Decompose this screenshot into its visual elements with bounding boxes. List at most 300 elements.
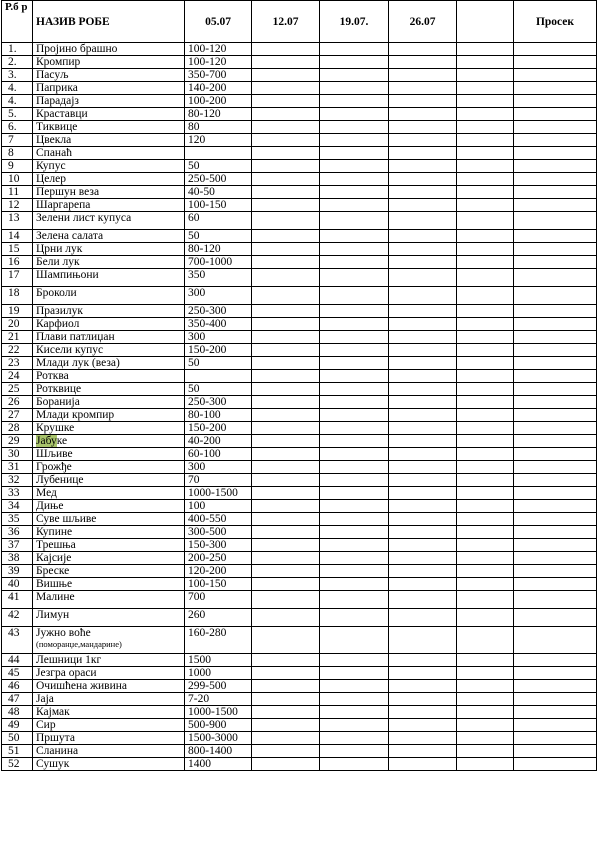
table-row (2, 693, 597, 706)
price-date-1: 1000-1500 (185, 706, 252, 719)
product-name (33, 230, 185, 243)
product-name (33, 383, 185, 396)
price-date-5 (457, 448, 514, 461)
price-date-2 (252, 461, 320, 474)
price-date-5 (457, 539, 514, 552)
price-date-5 (457, 513, 514, 526)
price-date-1: 70 (185, 474, 252, 487)
product-name-text: Боранија (36, 396, 80, 408)
product-name (33, 500, 185, 513)
row-number: 39 (2, 565, 33, 578)
price-date-1: 300-500 (185, 526, 252, 539)
product-name-text: Лимун (36, 609, 70, 621)
average-price (514, 344, 597, 357)
price-date-1: 800-1400 (185, 745, 252, 758)
table-row (2, 147, 597, 160)
header-date-4: 26.07 (389, 1, 457, 43)
product-name-text: Ротква (36, 370, 69, 382)
table-row (2, 461, 597, 474)
price-date-1: 300 (185, 331, 252, 344)
price-date-3 (320, 318, 389, 331)
product-name (33, 591, 185, 609)
product-name-text: Малине (36, 591, 75, 603)
price-date-3 (320, 230, 389, 243)
price-date-4 (389, 269, 457, 287)
price-date-1: 500-900 (185, 719, 252, 732)
price-date-4 (389, 396, 457, 409)
price-date-5 (457, 627, 514, 654)
average-price (514, 500, 597, 513)
product-name (33, 474, 185, 487)
product-name-text: Кајсије (36, 552, 72, 564)
price-date-1: 160-280 (185, 627, 252, 654)
price-date-1: 100-150 (185, 578, 252, 591)
price-date-4 (389, 383, 457, 396)
table-row (2, 706, 597, 719)
price-date-5 (457, 243, 514, 256)
table-row (2, 474, 597, 487)
average-price (514, 732, 597, 745)
price-date-3 (320, 186, 389, 199)
price-date-4 (389, 539, 457, 552)
average-price (514, 269, 597, 287)
product-name (33, 409, 185, 422)
average-price (514, 256, 597, 269)
price-date-5 (457, 344, 514, 357)
table-row (2, 758, 597, 771)
price-date-4 (389, 693, 457, 706)
price-date-2 (252, 539, 320, 552)
product-name (33, 199, 185, 212)
row-number: 31 (2, 461, 33, 474)
product-name (33, 318, 185, 331)
product-name-text (36, 435, 67, 447)
price-date-4 (389, 526, 457, 539)
table-row (2, 173, 597, 186)
price-date-5 (457, 43, 514, 56)
price-date-1: 299-500 (185, 680, 252, 693)
product-name-text: Сланина (36, 745, 79, 757)
product-name-text: Броколи (36, 287, 77, 299)
price-date-3 (320, 243, 389, 256)
price-date-2 (252, 565, 320, 578)
price-date-2 (252, 706, 320, 719)
price-date-2 (252, 448, 320, 461)
price-date-3 (320, 82, 389, 95)
average-price (514, 758, 597, 771)
price-date-3 (320, 487, 389, 500)
price-date-2 (252, 667, 320, 680)
average-price (514, 160, 597, 173)
table-row (2, 287, 597, 305)
product-name-rest: ке (56, 435, 68, 447)
row-number: 17 (2, 269, 33, 287)
header-product-name: НАЗИВ РОБЕ (33, 1, 185, 43)
row-number: 50 (2, 732, 33, 745)
product-name-text: Купус (36, 160, 66, 172)
average-price (514, 56, 597, 69)
average-price (514, 318, 597, 331)
row-number: 28 (2, 422, 33, 435)
table-row (2, 680, 597, 693)
table-row (2, 500, 597, 513)
price-date-2 (252, 719, 320, 732)
product-name (33, 396, 185, 409)
product-name-text: Језгра ораси (36, 667, 97, 679)
average-price (514, 448, 597, 461)
average-price (514, 435, 597, 448)
product-name-text: Цвекла (36, 134, 72, 146)
table-row (2, 667, 597, 680)
average-price (514, 305, 597, 318)
product-name (33, 121, 185, 134)
price-date-3 (320, 654, 389, 667)
price-date-4 (389, 745, 457, 758)
average-price (514, 474, 597, 487)
price-date-4 (389, 487, 457, 500)
table-row (2, 344, 597, 357)
price-date-5 (457, 461, 514, 474)
price-date-2 (252, 654, 320, 667)
row-number: 4. (2, 95, 33, 108)
price-date-3 (320, 422, 389, 435)
price-date-3 (320, 305, 389, 318)
table-row (2, 199, 597, 212)
product-name (33, 745, 185, 758)
price-date-1: 40-200 (185, 435, 252, 448)
price-date-4 (389, 199, 457, 212)
average-price (514, 108, 597, 121)
price-date-3 (320, 147, 389, 160)
price-date-5 (457, 357, 514, 370)
product-name (33, 287, 185, 305)
row-number: 37 (2, 539, 33, 552)
average-price (514, 487, 597, 500)
product-name-text: Млади кромпир (36, 409, 115, 421)
price-date-2 (252, 243, 320, 256)
row-number: 7 (2, 134, 33, 147)
price-date-2 (252, 680, 320, 693)
row-number: 44 (2, 654, 33, 667)
table-row (2, 108, 597, 121)
product-name (33, 69, 185, 82)
price-table (1, 0, 597, 771)
price-date-3 (320, 552, 389, 565)
price-date-4 (389, 578, 457, 591)
row-number: 15 (2, 243, 33, 256)
price-date-4 (389, 121, 457, 134)
average-price (514, 370, 597, 383)
product-name (33, 758, 185, 771)
price-date-3 (320, 539, 389, 552)
price-date-1: 100-120 (185, 56, 252, 69)
price-date-3 (320, 609, 389, 627)
table-row (2, 134, 597, 147)
average-price (514, 565, 597, 578)
row-number: 13 (2, 212, 33, 230)
product-name-text: Спанаћ (36, 147, 72, 159)
price-date-2 (252, 173, 320, 186)
price-date-2 (252, 526, 320, 539)
product-name (33, 108, 185, 121)
product-name-text: Празилук (36, 305, 83, 317)
product-name-text: Шљиве (36, 448, 73, 460)
row-number: 33 (2, 487, 33, 500)
price-date-4 (389, 609, 457, 627)
product-name (33, 487, 185, 500)
price-date-3 (320, 565, 389, 578)
price-date-1: 50 (185, 160, 252, 173)
product-name (33, 186, 185, 199)
price-date-2 (252, 370, 320, 383)
price-date-3 (320, 212, 389, 230)
price-date-3 (320, 719, 389, 732)
price-date-5 (457, 230, 514, 243)
row-number: 19 (2, 305, 33, 318)
price-date-1: 400-550 (185, 513, 252, 526)
row-number: 51 (2, 745, 33, 758)
product-name-text: Парадајз (36, 95, 79, 107)
product-name-text: Тиквице (36, 121, 78, 133)
product-name-text: Суве шљиве (36, 513, 97, 525)
row-number: 34 (2, 500, 33, 513)
price-date-1: 80 (185, 121, 252, 134)
price-date-1: 50 (185, 357, 252, 370)
price-date-5 (457, 667, 514, 680)
product-name-text: Шаргарепа (36, 199, 91, 211)
row-number: 27 (2, 409, 33, 422)
price-date-4 (389, 706, 457, 719)
table-row (2, 513, 597, 526)
product-name (33, 513, 185, 526)
product-name (33, 422, 185, 435)
price-date-4 (389, 82, 457, 95)
product-name (33, 56, 185, 69)
price-date-2 (252, 56, 320, 69)
table-row (2, 409, 597, 422)
price-date-5 (457, 199, 514, 212)
row-number: 32 (2, 474, 33, 487)
average-price (514, 230, 597, 243)
price-date-4 (389, 448, 457, 461)
row-number: 8 (2, 147, 33, 160)
header-date-2: 12.07 (252, 1, 320, 43)
price-date-5 (457, 95, 514, 108)
table-row (2, 383, 597, 396)
table-row (2, 243, 597, 256)
average-price (514, 667, 597, 680)
table-row (2, 487, 597, 500)
product-name-text: Вишње (36, 578, 73, 590)
product-name-text: Мед (36, 487, 57, 499)
row-number: 45 (2, 667, 33, 680)
price-date-2 (252, 186, 320, 199)
price-date-4 (389, 565, 457, 578)
price-date-3 (320, 500, 389, 513)
average-price (514, 680, 597, 693)
product-name-text: Кисели купус (36, 344, 104, 356)
price-date-5 (457, 396, 514, 409)
price-date-1: 100-120 (185, 43, 252, 56)
table-row (2, 370, 597, 383)
row-number: 41 (2, 591, 33, 609)
price-date-5 (457, 474, 514, 487)
price-date-5 (457, 500, 514, 513)
row-number: 52 (2, 758, 33, 771)
average-price (514, 745, 597, 758)
average-price (514, 719, 597, 732)
product-name-text: Целер (36, 173, 67, 185)
price-date-1: 60-100 (185, 448, 252, 461)
price-date-1: 120 (185, 134, 252, 147)
price-date-3 (320, 370, 389, 383)
row-number: 35 (2, 513, 33, 526)
product-name (33, 344, 185, 357)
table-row (2, 212, 597, 230)
product-name (33, 654, 185, 667)
price-date-3 (320, 627, 389, 654)
price-date-4 (389, 474, 457, 487)
price-date-1: 40-50 (185, 186, 252, 199)
price-date-1: 1400 (185, 758, 252, 771)
row-number: 38 (2, 552, 33, 565)
header-date-3: 19.07. (320, 1, 389, 43)
price-date-2 (252, 474, 320, 487)
price-date-1: 300 (185, 287, 252, 305)
price-date-1: 120-200 (185, 565, 252, 578)
table-row (2, 565, 597, 578)
average-price (514, 357, 597, 370)
row-number: 43 (2, 627, 33, 654)
price-date-2 (252, 513, 320, 526)
price-date-3 (320, 357, 389, 370)
price-date-3 (320, 526, 389, 539)
average-price (514, 461, 597, 474)
price-date-3 (320, 256, 389, 269)
product-name (33, 357, 185, 370)
row-number: 4. (2, 82, 33, 95)
row-number: 12 (2, 199, 33, 212)
price-date-4 (389, 318, 457, 331)
price-date-4 (389, 357, 457, 370)
product-name-text: Сир (36, 719, 56, 731)
average-price (514, 95, 597, 108)
row-number: 42 (2, 609, 33, 627)
price-date-2 (252, 269, 320, 287)
product-name (33, 539, 185, 552)
average-price (514, 199, 597, 212)
price-date-2 (252, 147, 320, 160)
price-date-2 (252, 383, 320, 396)
price-date-5 (457, 305, 514, 318)
price-date-1: 60 (185, 212, 252, 230)
price-date-3 (320, 461, 389, 474)
row-number: 2. (2, 56, 33, 69)
product-name (33, 552, 185, 565)
average-price (514, 706, 597, 719)
price-date-5 (457, 383, 514, 396)
price-date-1: 7-20 (185, 693, 252, 706)
price-date-1: 250-500 (185, 173, 252, 186)
product-name-text: Зелени лист купуса (36, 212, 132, 224)
average-price (514, 383, 597, 396)
price-date-1: 350 (185, 269, 252, 287)
row-number: 18 (2, 287, 33, 305)
price-date-3 (320, 108, 389, 121)
price-date-2 (252, 552, 320, 565)
table-row (2, 305, 597, 318)
product-name (33, 147, 185, 160)
product-name-text: Бели лук (36, 256, 80, 268)
product-name (33, 82, 185, 95)
price-date-2 (252, 344, 320, 357)
row-number: 6. (2, 121, 33, 134)
product-name (33, 435, 185, 448)
average-price (514, 409, 597, 422)
table-row (2, 256, 597, 269)
price-date-3 (320, 435, 389, 448)
product-name (33, 448, 185, 461)
average-price (514, 693, 597, 706)
row-number: 20 (2, 318, 33, 331)
price-date-2 (252, 108, 320, 121)
product-name-text: Пројино брашно (36, 43, 118, 55)
row-number: 36 (2, 526, 33, 539)
price-date-3 (320, 43, 389, 56)
row-number: 10 (2, 173, 33, 186)
price-date-1: 50 (185, 383, 252, 396)
product-name-text: Шампињони (36, 269, 99, 281)
price-date-4 (389, 134, 457, 147)
price-date-5 (457, 160, 514, 173)
row-number: 25 (2, 383, 33, 396)
price-date-1: 100-150 (185, 199, 252, 212)
price-date-2 (252, 134, 320, 147)
price-date-2 (252, 609, 320, 627)
price-date-2 (252, 578, 320, 591)
product-name-text: Ротквице (36, 383, 82, 395)
price-date-5 (457, 732, 514, 745)
price-date-2 (252, 758, 320, 771)
average-price (514, 609, 597, 627)
price-date-1: 150-300 (185, 539, 252, 552)
price-date-4 (389, 680, 457, 693)
price-date-1: 1000 (185, 667, 252, 680)
price-date-4 (389, 256, 457, 269)
product-name-text: Пасуљ (36, 69, 69, 81)
table-row (2, 82, 597, 95)
average-price (514, 186, 597, 199)
price-date-1: 250-300 (185, 305, 252, 318)
price-date-2 (252, 212, 320, 230)
product-name (33, 43, 185, 56)
price-date-2 (252, 95, 320, 108)
average-price (514, 287, 597, 305)
price-date-5 (457, 287, 514, 305)
price-date-2 (252, 396, 320, 409)
price-date-5 (457, 719, 514, 732)
price-date-1: 350-400 (185, 318, 252, 331)
price-date-2 (252, 256, 320, 269)
price-date-3 (320, 269, 389, 287)
price-date-3 (320, 680, 389, 693)
average-price (514, 212, 597, 230)
table-row (2, 160, 597, 173)
price-date-4 (389, 732, 457, 745)
row-number: 1. (2, 43, 33, 56)
table-row (2, 609, 597, 627)
price-date-3 (320, 513, 389, 526)
